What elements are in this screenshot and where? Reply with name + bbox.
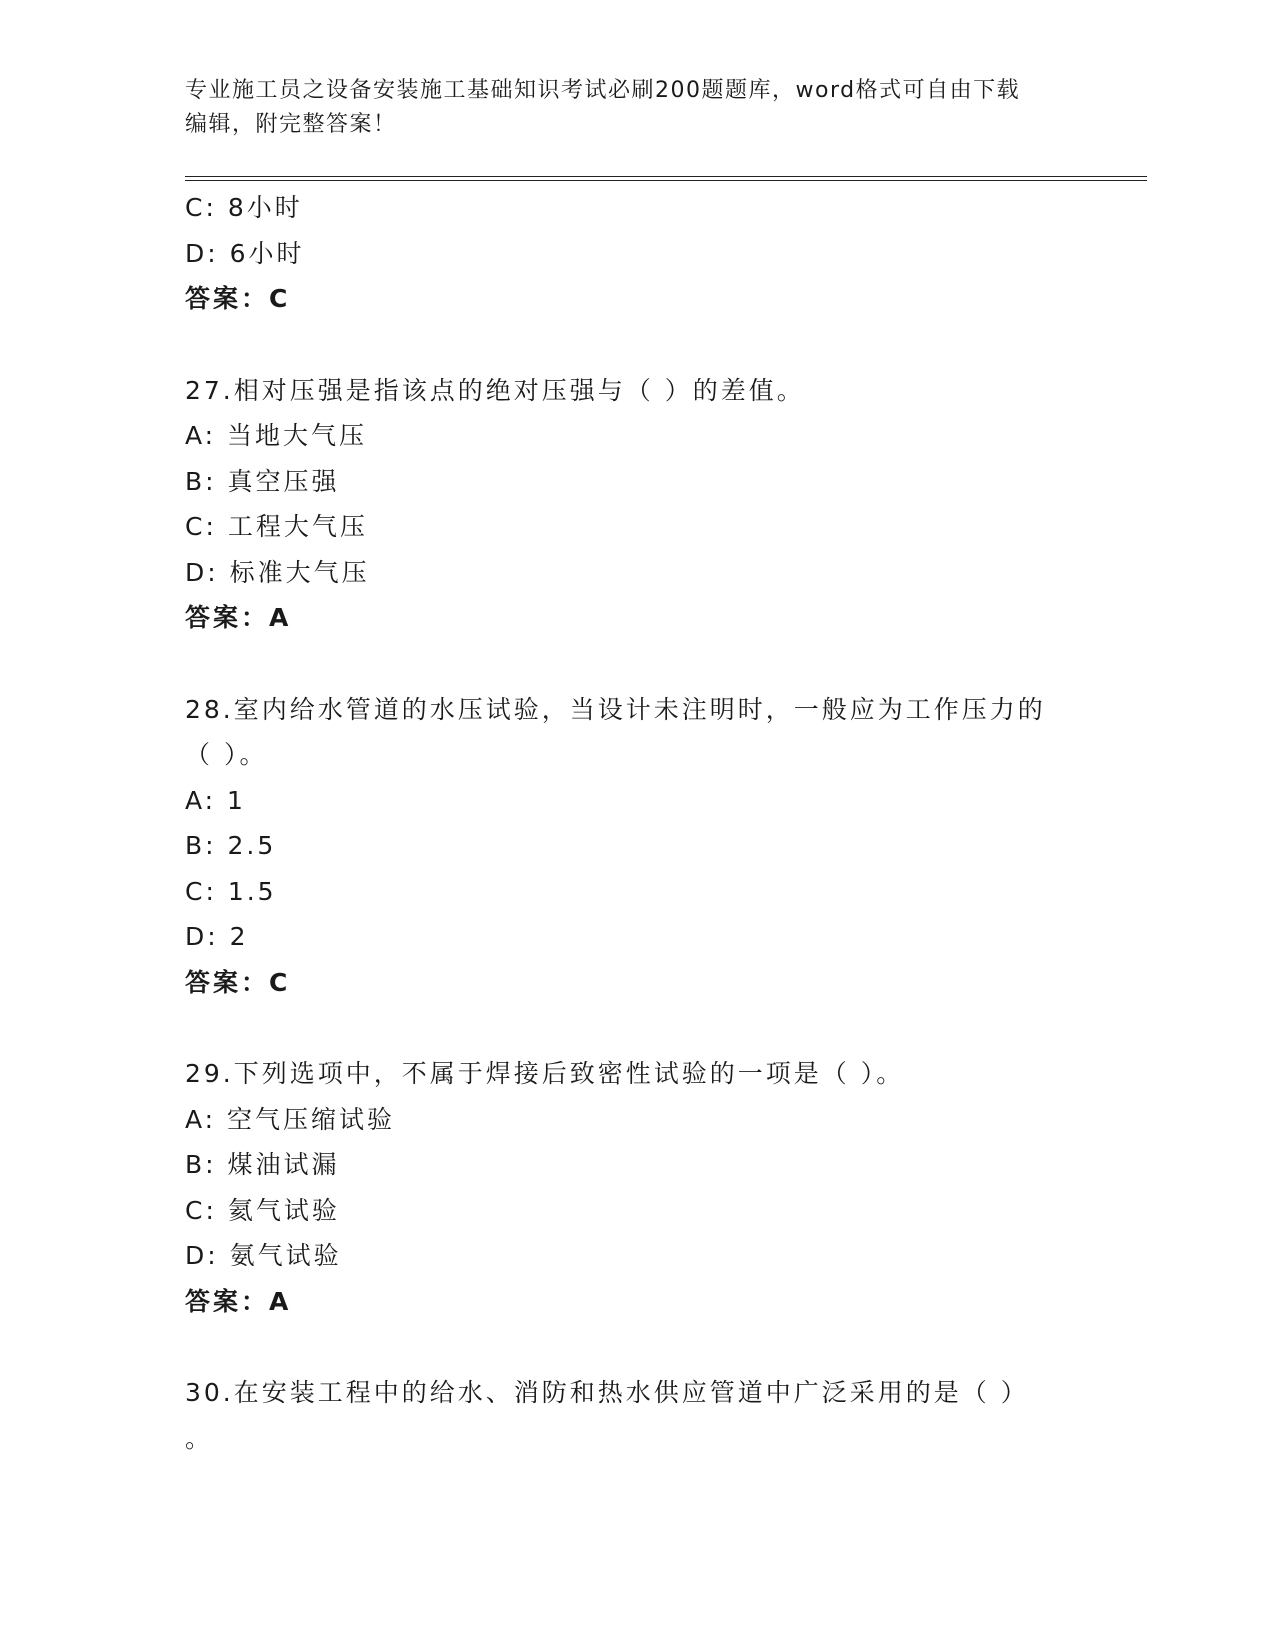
option-c: C: 1.5 xyxy=(185,876,277,906)
option-d: D: 2 xyxy=(185,922,249,951)
answer-line: 答案：C xyxy=(185,284,291,313)
option-b: B: 2.5 xyxy=(185,831,277,860)
option-a: A: 当地大气压 xyxy=(185,421,368,450)
option-d: D: 标准大气压 xyxy=(185,557,370,587)
question-spacer xyxy=(185,322,1085,368)
question-stem-line-2: 。 xyxy=(185,1423,214,1453)
question-26-tail xyxy=(185,185,1085,322)
question-spacer xyxy=(185,641,1085,687)
question-spacer xyxy=(185,1005,1085,1051)
option-a: A: 空气压缩试验 xyxy=(185,1104,396,1134)
question-stem-line-2: （ ）。 xyxy=(185,740,268,769)
question-29 xyxy=(185,1051,1085,1324)
option-b: B: 真空压强 xyxy=(185,466,340,496)
answer-line: 答案：A xyxy=(185,603,292,632)
question-27 xyxy=(185,368,1085,641)
option-d: D: 6小时 xyxy=(185,238,305,268)
answer-line: 答案：C xyxy=(185,967,291,997)
option-c: C: 氦气试验 xyxy=(185,1195,340,1225)
header-title-line-1: 专业施工员之设备安装施工基础知识考试必刷200题题库，word格式可自由下载 xyxy=(185,78,1021,103)
option-d: D: 氨气试验 xyxy=(185,1241,342,1270)
answer-line: 答案：A xyxy=(185,1286,292,1316)
header-double-rule xyxy=(185,176,1147,181)
question-30 xyxy=(185,1370,1085,1461)
question-stem-line-1: 28.室内给水管道的水压试验，当设计未注明时，一般应为工作压力的 xyxy=(185,694,1046,724)
header-title-line-2: 编辑，附完整答案！ xyxy=(185,112,397,137)
option-a: A: 1 xyxy=(185,785,246,815)
question-stem-line-1: 30.在安装工程中的给水、消防和热水供应管道中广泛采用的是（ ） xyxy=(185,1378,1029,1407)
question-spacer xyxy=(185,1324,1085,1370)
question-stem: 29.下列选项中，不属于焊接后致密性试验的一项是（ ）。 xyxy=(185,1059,905,1088)
question-stem: 27.相对压强是指该点的绝对压强与（ ）的差值。 xyxy=(185,375,805,405)
document-header xyxy=(185,74,1065,142)
question-28 xyxy=(185,687,1085,1006)
option-c: C: 8小时 xyxy=(185,193,303,222)
option-b: B: 煤油试漏 xyxy=(185,1150,340,1179)
option-c: C: 工程大气压 xyxy=(185,512,368,541)
question-content xyxy=(185,185,1085,1461)
